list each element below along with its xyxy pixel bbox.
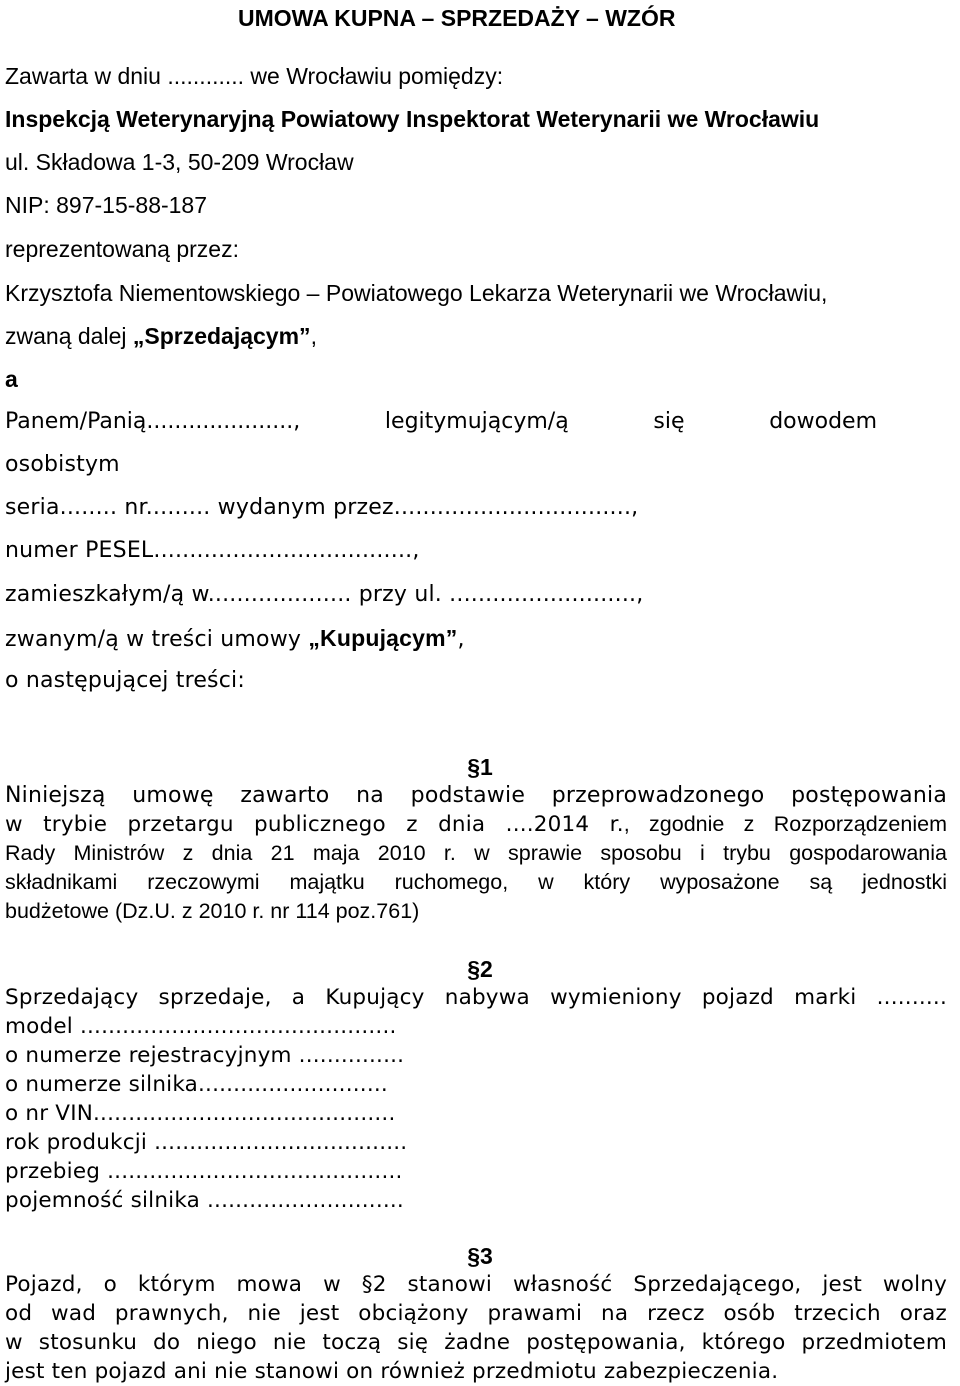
- vehicle-model-line: model .............................................: [5, 1014, 397, 1039]
- buyer-designation-prefix: zwanym/ą w treści umowy: [5, 627, 309, 652]
- section-1-body: [5, 781, 947, 926]
- section-2-heading: §2: [467, 956, 493, 982]
- following-content-line: o następującej treści:: [5, 668, 245, 693]
- seller-designation-suffix: ,: [310, 323, 317, 349]
- section-1-line-1: Niniejszą umowę zawarto na podstawie przeprowadzonego postępowania: [5, 783, 947, 808]
- registration-number-line: o numerze rejestracyjnym ...............: [5, 1043, 405, 1068]
- section-3-body: [5, 1270, 947, 1386]
- seller-name: Inspekcją Weterynaryjną Powiatowy Inspektorat Weterynarii we Wrocławiu: [5, 106, 820, 132]
- section-3-line-1: Pojazd, o którym mowa w §2 stanowi własność Sprzedającego, jest wolny: [5, 1272, 947, 1297]
- section-1-line-5: budżetowe (Dz.U. z 2010 r. nr 114 poz.761): [5, 899, 420, 923]
- and-conjunction: a: [5, 366, 18, 392]
- section-1-line-4: składnikami rzeczowymi majątku ruchomego, w który wyposażone są jednostki: [5, 870, 947, 894]
- buyer-pesel-line: numer PESEL....................................,: [5, 538, 420, 563]
- representative: Krzysztofa Niementowskiego – Powiatowego Lekarza Weterynarii we Wrocławiu,: [5, 280, 828, 306]
- buyer-term: „Kupującym”: [308, 625, 458, 651]
- seller-term: „Sprzedającym”: [132, 323, 311, 349]
- section-3-line-3: w stosunku do niego nie toczą się żadne postępowania, którego przedmiotem: [5, 1330, 947, 1355]
- section-1-line-3: Rady Ministrów z dnia 21 maja 2010 r. w sprawie sposobu i trybu gospodarowania: [5, 841, 947, 865]
- buyer-designation-suffix: ,: [457, 627, 465, 652]
- section-2-body: [5, 983, 947, 1215]
- document-title: UMOWA KUPNA – SPRZEDAŻY – WZÓR: [238, 5, 676, 31]
- engine-capacity-line: pojemność silnika ............................: [5, 1188, 404, 1213]
- buyer-id-series-line: seria........ nr......... wydanym przez.................................,: [5, 495, 639, 520]
- section-1-line-2: w trybie przetargu publicznego z dnia ....2014 r., zgodnie z Rozporządzeniem: [5, 812, 947, 837]
- buyer-id-word-3: dowodem: [769, 409, 877, 434]
- engine-number-line: o numerze silnika...........................: [5, 1072, 388, 1097]
- section-3-heading: §3: [467, 1243, 493, 1269]
- section-2-line-1: Sprzedający sprzedaje, a Kupujący nabywa wymieniony pojazd marki ..........: [5, 985, 947, 1010]
- vin-number-line: o nr VIN...........................................: [5, 1101, 396, 1126]
- buyer-id-word-2: się: [653, 409, 685, 434]
- seller-designation: [5, 322, 317, 350]
- production-year-line: rok produkcji ....................................: [5, 1130, 408, 1155]
- buyer-designation: [5, 624, 465, 654]
- buyer-id-word-1: legitymującym/ą: [384, 409, 569, 434]
- buyer-id-word-4: osobistym: [5, 452, 120, 477]
- buyer-name-row: [5, 408, 877, 436]
- seller-address: ul. Składowa 1-3, 50-209 Wrocław: [5, 149, 354, 175]
- represented-by: reprezentowaną przez:: [5, 236, 239, 262]
- seller-nip: NIP: 897-15-88-187: [5, 192, 208, 218]
- buyer-name-field: Panem/Panią.....................,: [5, 409, 301, 434]
- seller-designation-prefix: zwaną dalej: [5, 323, 133, 349]
- section-3-line-2: od wad prawnych, nie jest obciążony prawami na rzecz osób trzecich oraz: [5, 1301, 947, 1326]
- section-1-heading: §1: [467, 754, 493, 780]
- section-3-line-4: jest ten pojazd ani nie stanowi on również przedmiotu zabezpieczenia.: [5, 1359, 779, 1384]
- contract-date-line: Zawarta w dniu ............ we Wrocławiu pomiędzy:: [5, 63, 504, 89]
- buyer-address-line: zamieszkałym/ą w.................... przy ul. ..........................,: [5, 582, 644, 607]
- mileage-line: przebieg ..........................................: [5, 1159, 403, 1184]
